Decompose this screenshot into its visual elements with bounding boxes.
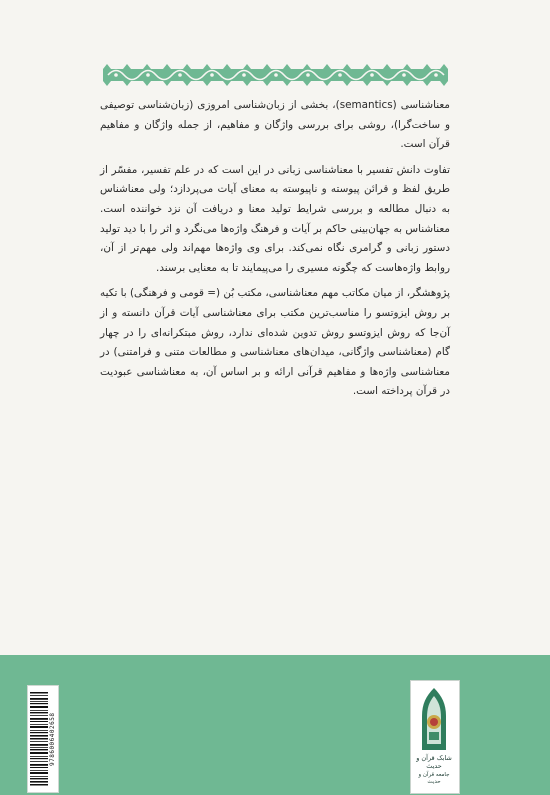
paragraph-intro: معناشناسی (semantics)، بخشی از زبان‌شناسی امروزی (زبان‌شناسی توصیفی و ساخت‌گرا)، روشی برای بررسی واژگان و مفاهیم، از جمله واژگان و مفاهیم قرآن است.	[100, 99, 450, 151]
blurb-text	[100, 96, 450, 408]
paragraph-method: پژوهشگر، از میان مکاتب مهم معناشناسی، مکتب بُن (= قومی و فرهنگی) با تکیه بر روش ایزوتسو را مناسب‌ترین مکتب برای معناشناسی آیات قرآن دانسته و از آن‌جا که روش ایزوتسو روش تدوین شده‌ای ندارد، روش مبتکرانه‌ای را در چهار گام (معناشناسی واژگانی، میدان‌های معناشناسی و مطالعات متنی و فرامتنی) در معناشناسی واژه‌ها و مفاهیم قرآنی ارائه و بر اساس آن، به معناشناسی عبودیت در قرآن پرداخته است.	[100, 287, 450, 398]
logo-subtitle: جامعه قرآن و حدیث	[418, 772, 450, 785]
logo-title: شابک قرآن و حدیث	[416, 754, 452, 770]
publisher-logo	[410, 680, 458, 792]
barcode-icon	[30, 690, 48, 788]
isbn-barcode	[27, 685, 59, 793]
barcode-digits: 9786006402658	[49, 712, 56, 766]
ornamental-border-icon	[103, 60, 448, 90]
footer-band	[0, 655, 550, 795]
paragraph-difference: تفاوت دانش تفسیر با معناشناسی زبانی در این است که در علم تفسیر، مفسّر از طریق لفظ و قرائن پیوسته و ناپیوسته به معنای آیات می‌پردازد؛ ولی معناشناس به دنبال مطالعه و بررسی شرایط تولید معنا و دریافت آن نزد خواننده است. معناشناس به جهان‌بینی حاکم بر آیات و فرهنگ واژه‌ها می‌نگرد و اثر را با دید تولید دستور زبانی و گرامری نگاه نمی‌کند. برای وی واژه‌ها مهم‌اند ولی مهم‌تر از آن، روابط واژه‌هاست که چگونه مسیری را می‌پیمایند تا به معنایی برسند.	[100, 163, 450, 274]
publisher-emblem-icon	[418, 686, 450, 752]
